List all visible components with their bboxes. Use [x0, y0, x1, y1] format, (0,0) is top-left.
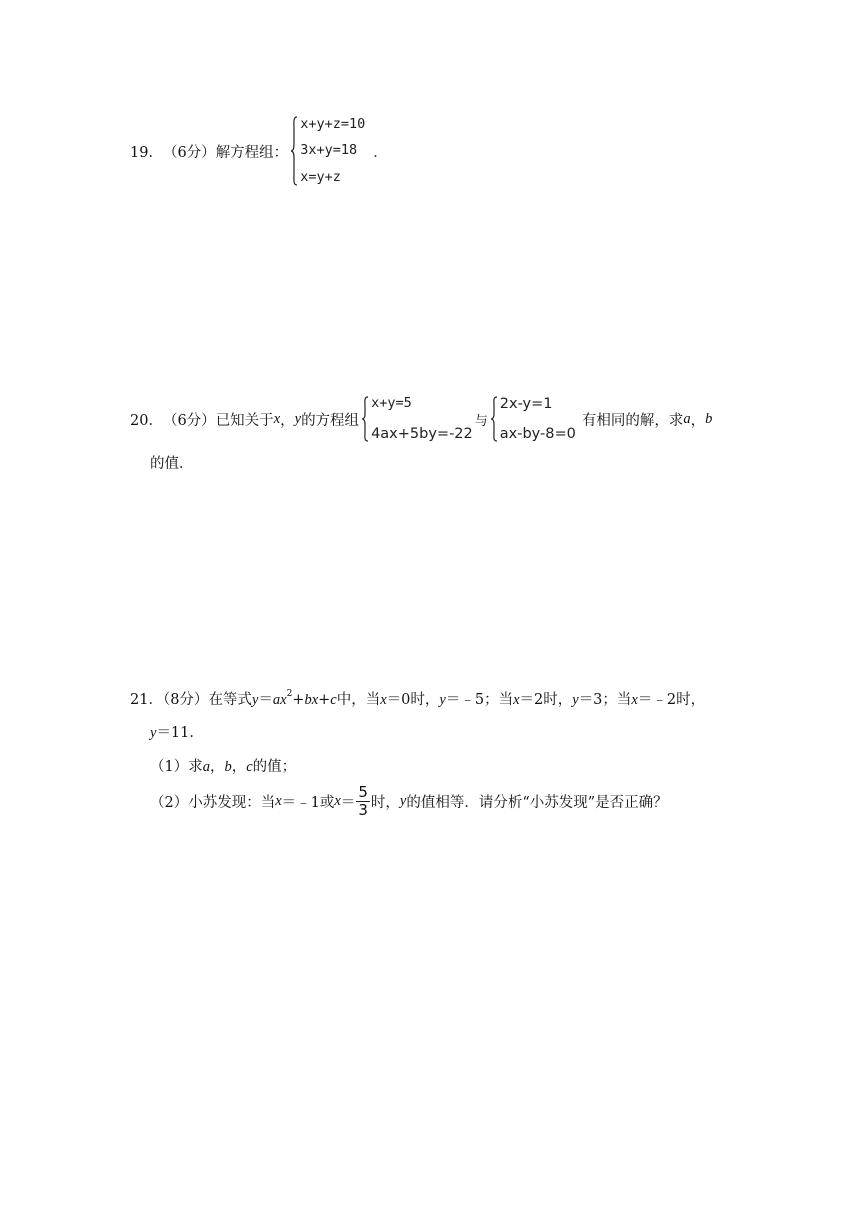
q21-value: ＝﹣2时， [637, 692, 706, 708]
q20-s1-equation-2: 4ax+5by=-22 [371, 425, 473, 442]
q21-text-2: 中，当 [336, 692, 381, 708]
q21-var: x [334, 792, 341, 809]
q19-tail: ． [373, 144, 388, 161]
q21-value: ＝2时， [519, 692, 573, 708]
question-19 [130, 116, 388, 186]
q20-var-y: y [294, 410, 302, 427]
q19-equation-1: x+y+z=10 [300, 116, 366, 132]
q21-var: y [150, 725, 157, 741]
q21-eq-y: y [251, 692, 259, 708]
q21-var: x [380, 692, 387, 708]
q20-s2-equation-2: ax-by-8=0 [499, 425, 576, 442]
fraction [356, 782, 370, 819]
q21-separator: ， [231, 759, 247, 775]
question-21-line-1 [130, 688, 705, 709]
question-20 [130, 396, 712, 442]
q20-prompt-mid: 的方程组 [301, 412, 360, 429]
q21-value: 时， [370, 794, 400, 811]
q21-var: x [275, 792, 282, 809]
q21-var: y [399, 792, 407, 809]
q21-number: 21． [130, 692, 163, 708]
question-21-part-2 [150, 780, 668, 822]
q19-equation-3: x=y+z [300, 168, 341, 185]
q21-part-1-label: （1）求 [150, 759, 203, 775]
q20-s1-equation-1: x+y=5 [371, 395, 412, 411]
q21-var: a [202, 759, 210, 775]
q21-part-2-label: （2）小苏发现：当 [150, 794, 276, 811]
q20-var-b: b [705, 410, 713, 427]
q20-system-1 [361, 396, 473, 442]
q19-number: 19． [130, 144, 163, 161]
q20-var-x: x [273, 410, 281, 427]
q21-part-2-end: 的值相等．请分析“小苏发现”是否正确？ [406, 794, 668, 811]
q21-text: 在等式 [208, 692, 252, 708]
question-21-line-2 [150, 721, 204, 742]
q21-separator: ， [209, 759, 225, 775]
q20-score: （6分） [162, 412, 216, 429]
q20-separator: ， [280, 412, 295, 429]
q19-prompt: 解方程组： [215, 144, 289, 161]
q21-eq-ax: ax [272, 692, 287, 708]
q21-eq-sign: ＝ [340, 794, 356, 811]
left-brace-icon [490, 396, 498, 442]
left-brace-icon [361, 396, 369, 442]
q20-line-2: 的值． [150, 456, 194, 472]
q20-connector: 与 [474, 413, 488, 429]
q21-eq-c: c [330, 692, 337, 708]
q21-eq-sign: ＝ [258, 692, 273, 708]
q21-value: ＝11． [156, 725, 204, 741]
q21-part-1-end: 的值； [252, 759, 297, 775]
q21-eq-exponent: 2 [286, 689, 293, 700]
q20-s2-equation-1: 2x-y=1 [499, 396, 553, 412]
q20-prompt-after: 有相同的解，求 [581, 412, 684, 429]
q21-var: x [631, 692, 638, 708]
q21-var: y [572, 692, 579, 708]
q21-var: c [246, 759, 253, 775]
fraction-denominator: 3 [358, 800, 368, 819]
q21-score: （8分） [162, 692, 209, 708]
q20-system-2 [490, 396, 576, 442]
q21-eq-bx: bx [304, 692, 319, 708]
q21-value: ＝﹣1或 [281, 794, 335, 811]
fraction-numerator: 5 [358, 782, 368, 801]
q20-var-a: a [683, 410, 691, 427]
q20-separator-2: ， [690, 412, 706, 429]
q21-value: ＝0时， [386, 692, 440, 708]
q19-score: （6分） [162, 144, 216, 161]
q20-prompt-before: 已知关于 [215, 412, 274, 429]
q21-var: b [224, 759, 232, 775]
q19-equation-2: 3x+y=18 [300, 142, 358, 159]
q19-equation-system [290, 116, 365, 186]
q21-var: y [439, 692, 446, 708]
left-brace-icon [290, 116, 298, 186]
question-21-part-1 [150, 755, 296, 776]
q21-value: ＝﹣5；当 [445, 692, 514, 708]
q21-var: x [513, 692, 520, 708]
q20-number: 20． [130, 412, 163, 429]
q21-eq-plus: + [292, 692, 305, 708]
q21-eq-plus-2: + [318, 692, 331, 708]
q21-value: ＝3；当 [578, 692, 632, 708]
